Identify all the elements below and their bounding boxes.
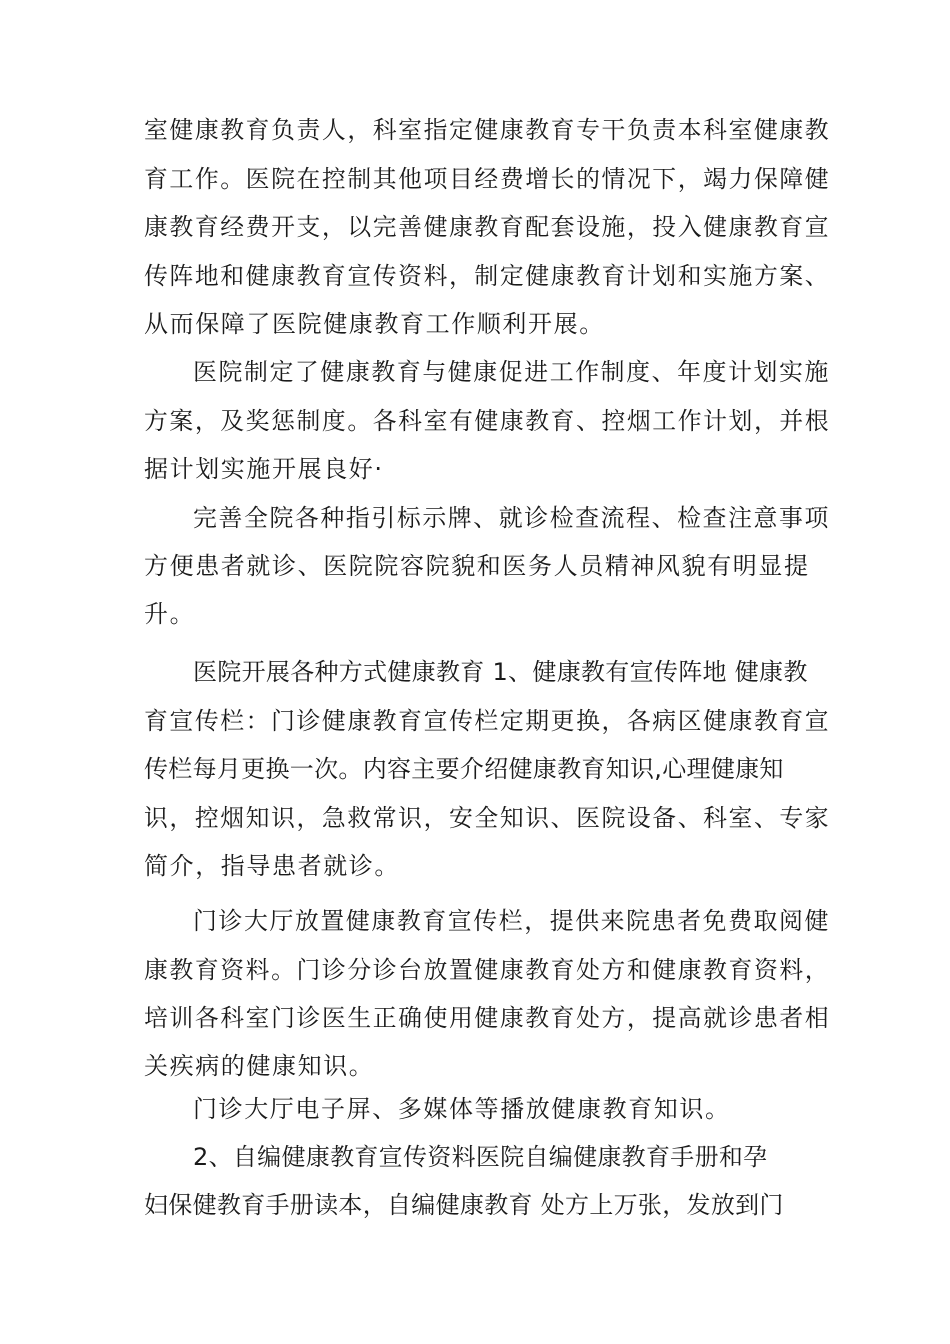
text-line: 妇保健教育手册读本，自编健康教育 处方上万张，发放到门 [144,1191,784,1219]
text-line: 室健康教育负责人，科室指定健康教育专干负责本科室健康教 [144,116,831,144]
text-line: 升。 [144,600,196,628]
text-line: 门诊大厅放置健康教育宣传栏，提供来院患者免费取阅健 [193,907,830,935]
text-line: 完善全院各种指引标示牌、就诊检查流程、检查注意事项 [193,504,830,532]
text-line: 康教育资料。门诊分诊台放置健康教育处方和健康教育资料， [144,956,831,984]
text-line: 传栏每月更换一次。内容主要介绍健康教育知识,心理健康知 [144,755,784,783]
text-line: 方便患者就诊、医院院容院貌和医务人员精神风貌有明显提 [144,552,810,580]
text-line: 关疾病的健康知识。 [144,1052,375,1080]
text-line: 康教育经费开支，以完善健康教育配套设施，投入健康教育宣 [144,213,831,241]
text-line: 2、自编健康教育宣传资料医院自编健康教育手册和孕 [193,1143,768,1171]
text-line: 培训各科室门诊医生正确使用健康教育处方，提高就诊患者相 [144,1004,831,1032]
text-line: 育宣传栏：门诊健康教育宣传栏定期更换，各病区健康教育宣 [144,707,831,735]
text-line: 育工作。医院在控制其他项目经费增长的情况下，竭力保障健 [144,165,831,193]
text-line: 从而保障了医院健康教育工作顺利开展。 [144,310,605,338]
text-line: 门诊大厅电子屏、多媒体等播放健康教育知识。 [193,1095,731,1123]
text-line: 据计划实施开展良好· [144,455,384,483]
text-line: 方案，及奖惩制度。各科室有健康教育、控烟工作计划，并根 [144,407,831,435]
text-line: 传阵地和健康教育宣传资料，制定健康教育计划和实施方案、 [144,262,831,290]
text-line: 医院开展各种方式健康教育 1、健康教有宣传阵地 健康教 [193,658,808,686]
text-line: 医院制定了健康教育与健康促进工作制度、年度计划实施 [193,358,830,386]
text-line: 识，控烟知识，急救常识，安全知识、医院设备、科室、专家 [144,804,831,832]
text-line: 简介，指导患者就诊。 [144,852,400,880]
